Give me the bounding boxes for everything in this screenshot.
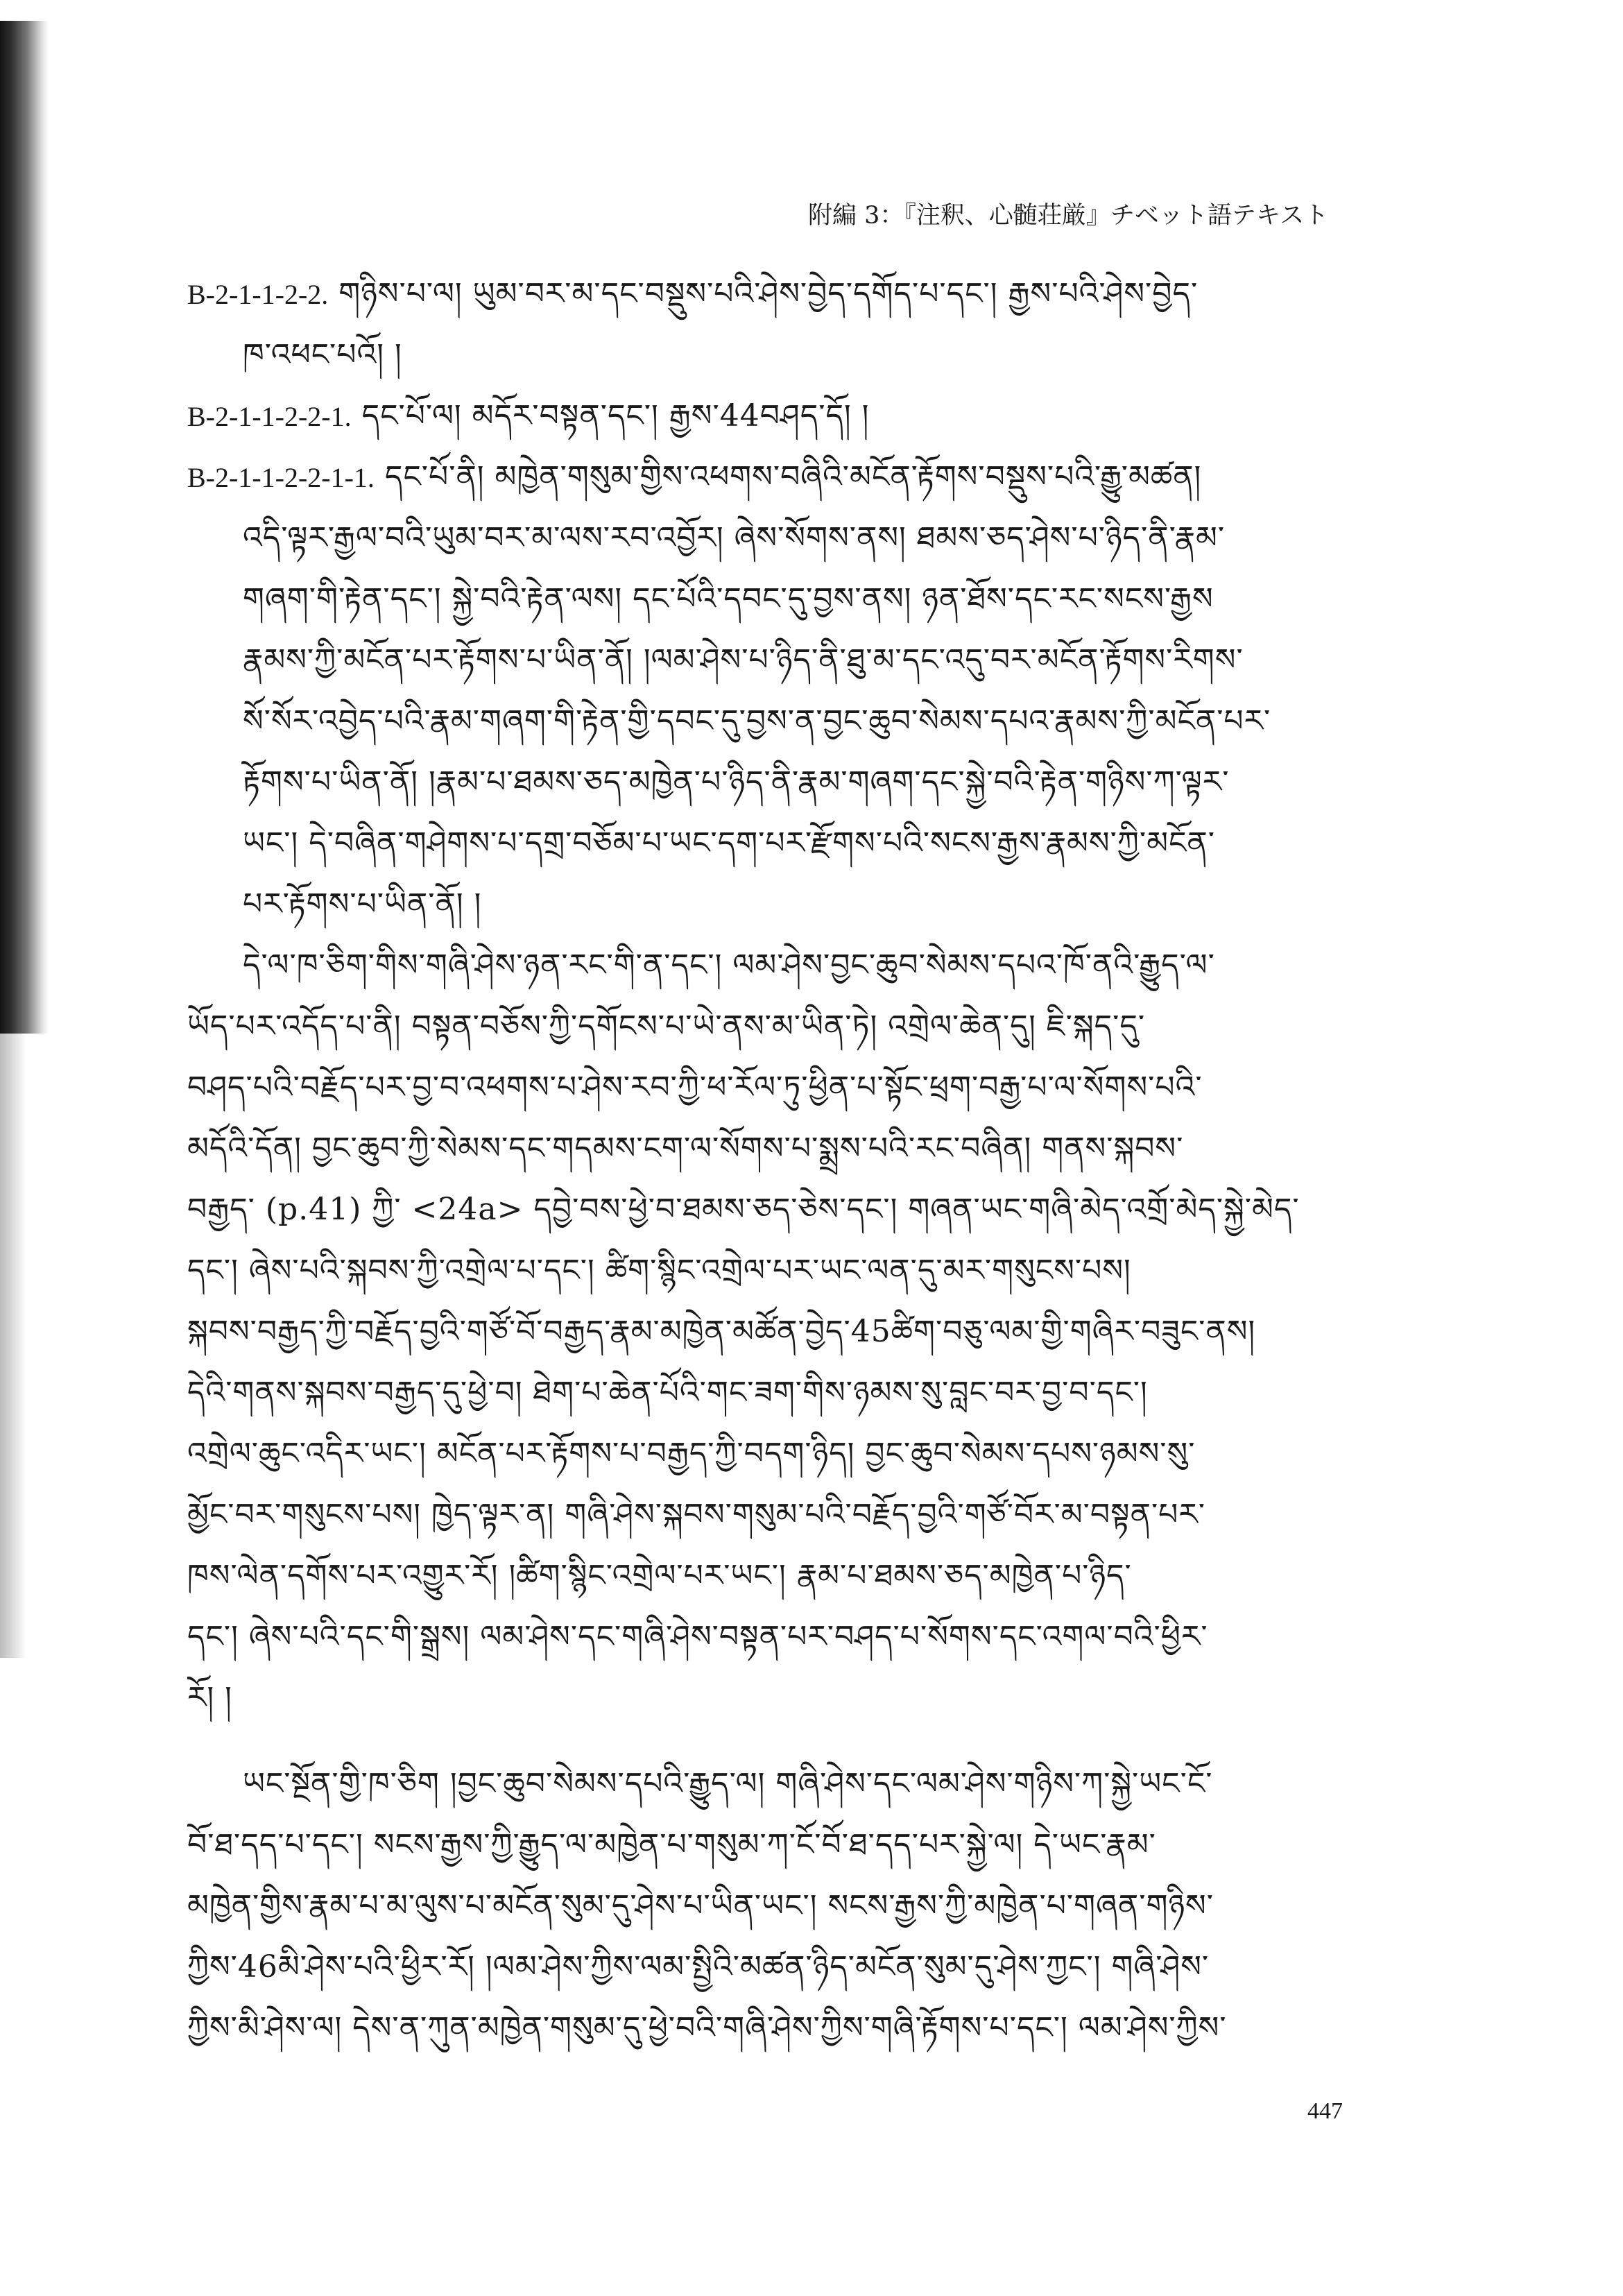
text-line xyxy=(187,1057,1408,1118)
tibetan-line-text: མྱོང་བར་གསུངས་པས། ཁྱེད་ལྟར་ན། གཞི་ཤེས་སྐབས་གསུམ་པའི་བརྗོད་བྱའི་གཙོ་བོར་མ་བསྟན་པར་ xyxy=(187,1497,1206,1532)
running-header: 附編 3：『注釈、心髄荘厳』チベット語テキスト xyxy=(808,202,1329,230)
text-line xyxy=(187,1815,1408,1876)
text-line xyxy=(187,1668,1408,1729)
tibetan-line-text: པར་རྟོགས་པ་ཡིན་ནོ། ། xyxy=(243,886,482,922)
tibetan-line-text: ཡང་། དེ་བཞིན་གཤེགས་པ་དགྲ་བཅོམ་པ་ཡང་དག་པར་རྫོགས་པའི་སངས་རྒྱས་རྣམས་ཀྱི་མངོན་ xyxy=(243,825,1215,861)
section-label: B-2-1-1-2-2-1. xyxy=(187,401,352,432)
text-line xyxy=(187,325,1408,386)
text-line xyxy=(187,569,1408,630)
text-line xyxy=(187,1179,1408,1240)
tibetan-line-text: ཡང་སྔོན་གྱི་ཁ་ཅིག །བྱང་ཆུབ་སེམས་དཔའི་རྒྱུད་ལ། གཞི་ཤེས་དང་ལམ་ཤེས་གཉིས་ཀ་སྐྱེ་ཡང་ངོ་ xyxy=(243,1766,1213,1801)
text-line xyxy=(187,691,1408,752)
text-line xyxy=(187,630,1408,691)
tibetan-line-text: འགྲེལ་ཆུང་འདིར་ཡང་། མངོན་པར་རྟོགས་པ་བརྒྱད་ཀྱི་བདག་ཉིད། བྱང་ཆུབ་སེམས་དཔས་ཉམས་སུ་ xyxy=(187,1436,1196,1471)
tibetan-line-text: དང་། ཞེས་པའི་དང་གི་སྒྲས། ལམ་ཤེས་དང་གཞི་ཤེས་བསྟན་པར་བཤད་པ་སོགས་དང་འགལ་བའི་ཕྱིར་ xyxy=(187,1619,1208,1654)
text-line xyxy=(187,1301,1408,1362)
tibetan-line-text: ཡོད་པར་འདོད་པ་ནི། བསྟན་བཅོས་ཀྱི་དགོངས་པ་ཡེ་ནས་མ་ཡིན་ཏེ། འགྲེལ་ཆེན་དུ། ཇི་སྐད་དུ་ xyxy=(187,1009,1146,1044)
text-line xyxy=(187,1998,1408,2059)
tibetan-line-text: དང་། ཞེས་པའི་སྐབས་ཀྱི་འགྲེལ་པ་དང་། ཚིག་སྙིང་འགྲེལ་པར་ཡང་ལན་དུ་མར་གསུངས་པས། xyxy=(187,1253,1131,1288)
text-line xyxy=(187,1362,1408,1423)
text-line xyxy=(187,752,1408,813)
tibetan-line-text: ཁས་ལེན་དགོས་པར་འགྱུར་རོ། །ཚིག་སྙིང་འགྲེལ་པར་ཡང་། རྣམ་པ་ཐམས་ཅད་མཁྱེན་པ་ཉིད་ xyxy=(187,1558,1132,1593)
tibetan-line-text: དང་པོ་ནི། མཁྱེན་གསུམ་གྱིས་འཕགས་བཞིའི་མངོན་རྟོགས་བསྡུས་པའི་རྒྱུ་མཚན། xyxy=(374,459,1202,495)
text-line xyxy=(187,813,1408,874)
tibetan-line-text: མདོའི་དོན། བྱང་ཆུབ་ཀྱི་སེམས་དང་གདམས་ངག་ལ་སོགས་པ་སྨྲས་པའི་རང་བཞིན། གནས་སྐབས་ xyxy=(187,1131,1184,1166)
tibetan-line-text: ཀྱིས་མི་ཤེས་ལ། དེས་ན་ཀུན་མཁྱེན་གསུམ་དུ་ཕྱེ་བའི་གཞི་ཤེས་ཀྱིས་གཞི་རྟོགས་པ་དང་། ལམ་ཤེས་ཀྱིས་ xyxy=(187,2010,1227,2046)
tibetan-line-text: བརྒྱད་ (p.41) ཀྱི་ <24a> དབྱེ་བས་ཕྱེ་བ་ཐམས་ཅད་ཅེས་དང་། གཞན་ཡང་གཞི་མེད་འགྲོ་མེད་སྐྱེ་མེད་ xyxy=(187,1192,1300,1227)
text-line xyxy=(187,1423,1408,1484)
tibetan-line-text: རྟོགས་པ་ཡིན་ནོ། །རྣམ་པ་ཐམས་ཅད་མཁྱེན་པ་ཉིད་ནི་རྣམ་གཞག་དང་སྐྱེ་བའི་རྟེན་གཉིས་ཀ་ལྟར་ xyxy=(243,764,1230,800)
tibetan-line-text: དེ་ལ་ཁ་ཅིག་གིས་གཞི་ཤེས་ཉན་རང་གི་ན་དང་། ལམ་ཤེས་བྱང་ཆུབ་སེམས་དཔའ་ཁོ་ནའི་རྒྱུད་ལ་ xyxy=(243,948,1215,983)
text-line xyxy=(187,264,1408,325)
text-line xyxy=(187,1754,1408,1815)
tibetan-line-text: རྣམས་ཀྱི་མངོན་པར་རྟོགས་པ་ཡིན་ནོ། །ལམ་ཤེས་པ་ཉིད་ནི་ཐུ་མ་དང་འདུ་བར་མངོན་རྟོགས་རིགས་ xyxy=(243,642,1244,678)
tibetan-line-text: བཤད་པའི་བརྗོད་པར་བྱ་བ་འཕགས་པ་ཤེས་རབ་ཀྱི་ཕ་རོལ་ཏུ་ཕྱིན་པ་སྟོང་ཕྲག་བརྒྱ་པ་ལ་སོགས་པའི་ xyxy=(187,1070,1203,1105)
tibetan-line-text: གཉིས་པ་ལ། ཡུམ་བར་མ་དང་བསྡུས་པའི་ཤེས་བྱེད་དགོད་པ་དང་། རྒྱས་པའི་ཤེས་བྱེད་ xyxy=(328,276,1199,311)
tibetan-line-text: སོ་སོར་འབྱེད་པའི་རྣམ་གཞག་གི་རྟེན་གྱི་དབང་དུ་བྱས་ན་བྱང་ཆུབ་སེམས་དཔའ་རྣམས་ཀྱི་མངོན་པར་ xyxy=(243,703,1271,739)
tibetan-line-text: གཞག་གི་རྟེན་དང་། སྐྱེ་བའི་རྟེན་ལས། དང་པོའི་དབང་དུ་བྱས་ནས། ཉན་ཐོས་དང་རང་སངས་རྒྱས xyxy=(243,581,1214,617)
tibetan-line-text: སྐབས་བརྒྱད་ཀྱི་བརྗོད་བྱའི་གཙོ་བོ་བརྒྱད་རྣམ་མཁྱེན་མཚོན་བྱེད་45ཚིག་བཅུ་ལམ་གྱི་གཞིར་བཟུང་ནས། xyxy=(187,1314,1256,1349)
tibetan-line-text: དེའི་གནས་སྐབས་བརྒྱད་དུ་ཕྱེ་བ། ཐེག་པ་ཆེན་པོའི་གང་ཟག་གིས་ཉམས་སུ་བླང་བར་བྱ་བ་དང་། xyxy=(187,1375,1148,1410)
section-label: B-2-1-1-2-2-1-1. xyxy=(187,462,375,493)
scan-shadow xyxy=(0,21,49,1034)
text-line xyxy=(187,386,1408,447)
scan-shadow-lower xyxy=(0,1034,26,1658)
tibetan-line-text: མཁྱེན་གྱིས་རྣམ་པ་མ་ལུས་པ་མངོན་སུམ་དུ་ཤེས་པ་ཡིན་ཡང་། སངས་རྒྱས་ཀྱི་མཁྱེན་པ་གཞན་གཉིས་ xyxy=(187,1888,1214,1924)
text-line xyxy=(187,508,1408,569)
section-label: B-2-1-1-2-2. xyxy=(187,279,329,310)
tibetan-line-text: ཀྱིས་46མི་ཤེས་པའི་ཕྱིར་རོ། །ལམ་ཤེས་ཀྱིས་ལམ་སྤྱིའི་མཚན་ཉིད་མངོན་སུམ་དུ་ཤེས་ཀྱང་། གཞི་ཤེས་ xyxy=(187,1949,1210,1985)
text-line xyxy=(187,1118,1408,1179)
tibetan-line-text: ཁ་འཕང་པའོ། ། xyxy=(243,337,402,372)
tibetan-line-text: རོ། ། xyxy=(187,1680,232,1715)
tibetan-line-text: འདི་ལྟར་རྒྱལ་བའི་ཡུམ་བར་མ་ལས་རབ་འབྱོར། ཞེས་སོགས་ནས། ཐམས་ཅད་ཤེས་པ་ཉིད་ནི་རྣམ་ xyxy=(243,520,1226,556)
page-number: 447 xyxy=(1307,2098,1343,2124)
text-line xyxy=(187,935,1408,996)
text-line xyxy=(187,1545,1408,1607)
tibetan-line-text: བོ་ཐ་དད་པ་དང་། སངས་རྒྱས་ཀྱི་རྒྱུད་ལ་མཁྱེན་པ་གསུམ་ཀ་ངོ་བོ་ཐ་དད་པར་སྐྱེ་ལ། དེ་ཡང་རྣམ་ xyxy=(187,1827,1156,1862)
tibetan-line-text: དང་པོ་ལ། མདོར་བསྟན་དང་། རྒྱས་44བཤད་དོ། ། xyxy=(351,398,870,434)
text-line xyxy=(187,996,1408,1057)
text-line xyxy=(187,447,1408,508)
text-line xyxy=(187,1484,1408,1545)
text-line xyxy=(187,1876,1408,1937)
text-line xyxy=(187,1607,1408,1668)
tibetan-text-body xyxy=(187,264,1408,2059)
text-line xyxy=(187,1937,1408,1998)
text-line xyxy=(187,874,1408,935)
text-line xyxy=(187,1240,1408,1301)
